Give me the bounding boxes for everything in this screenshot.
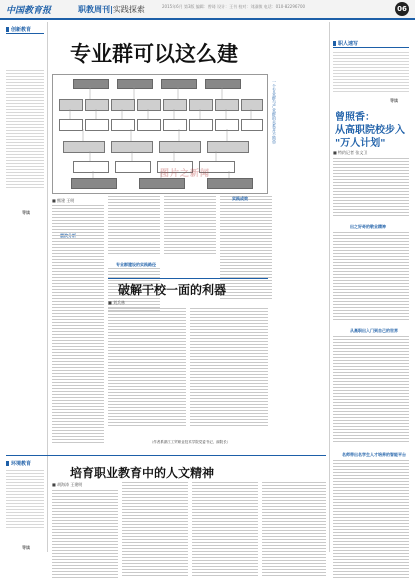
right-body-part-1: [333, 158, 409, 220]
bottom-body-col-1: [52, 490, 118, 580]
newspaper-logo: 中国教育报: [6, 6, 52, 16]
diagram-row4-node-3: [159, 141, 201, 153]
left-column-divider: [47, 22, 48, 552]
diagram-row2-node-7: [215, 99, 239, 111]
diagram-row2-node-8: [241, 99, 263, 111]
lead-subhead-1: 专业群建设的实践路径: [116, 262, 156, 267]
bottom-headline: 培育职业教育中的人文精神: [70, 466, 215, 480]
right-top-intro-text: [333, 52, 409, 96]
bottom-body-col-2: [122, 482, 188, 580]
masthead-bar: [0, 0, 415, 20]
section-separator: |: [110, 5, 113, 14]
lead-body-col-4: [220, 196, 272, 308]
diagram-row3-node-1: [59, 119, 83, 131]
right-bottom-subhead: 名师带出名学生人才培养的智能平台: [342, 452, 406, 457]
section-label: [78, 4, 145, 15]
left-top-tag: 创新教育: [6, 26, 31, 33]
lead-byline: ■ 熊建 王明: [52, 198, 75, 203]
diagram-row3-node-3: [111, 119, 135, 131]
mid-byline: ■ 刘兵林: [108, 300, 126, 305]
lead-headline: 专业群可以这么建: [70, 42, 238, 66]
diagram-top-node-3: [161, 79, 197, 89]
mid-article-top-rule: [108, 278, 268, 279]
right-top-tag: 职人速写: [333, 40, 358, 47]
diagram-row3-node-5: [163, 119, 187, 131]
diagram-row4-node-4: [207, 141, 249, 153]
mid-body-col-2: [190, 308, 268, 436]
diagram-bottom-node-1: [71, 178, 117, 189]
watermark-text: 图片之新闻: [160, 169, 211, 179]
bottom-body-col-4: [262, 482, 326, 580]
right-subhead-1: 出之好奇的敬业精神: [350, 224, 386, 229]
diagram-row4-node-2: [111, 141, 153, 153]
diagram-row3-node-7: [215, 119, 239, 131]
right-column-divider: [329, 22, 330, 552]
diagram-row2-node-1: [59, 99, 83, 111]
left-bottom-text-block: [6, 470, 44, 540]
right-headline-line-3: "万人计划": [335, 138, 386, 149]
diagram-row3-node-6: [189, 119, 213, 131]
diagram-bottom-node-3: [207, 178, 253, 189]
right-headline-line-2: 从高职院校步入: [335, 125, 405, 136]
right-body-part-4: [333, 460, 409, 580]
right-body-part-2: [333, 232, 409, 322]
lead-body-col-2-top: [108, 196, 160, 260]
lead-body-col-3-top: [164, 196, 216, 260]
section-sub: 实践探索: [112, 5, 145, 14]
left-bottom-footer: 导读: [22, 545, 30, 550]
right-subhead-2: 从高职出入门到自己的世界: [350, 328, 398, 333]
diagram-top-node-1: [73, 79, 109, 89]
bottom-byline: ■ 胡海涛 王建明: [52, 482, 83, 487]
left-top-text-block: [6, 70, 44, 200]
diagram-row2-node-6: [189, 99, 213, 111]
diagram-row2-node-4: [137, 99, 161, 111]
diagram-top-node-2: [117, 79, 153, 89]
diagram-row2-node-2: [85, 99, 109, 111]
right-top-footer: 导读: [390, 98, 398, 103]
right-body-part-3: [333, 336, 409, 446]
left-top-footer: 导读: [22, 210, 30, 215]
lead-body-col-1: [52, 205, 104, 460]
section-name: 职教周刊: [78, 5, 110, 14]
bottom-section-rule: [6, 455, 326, 456]
diagram-bottom-node-2: [139, 178, 185, 189]
diagram-row2-node-3: [111, 99, 135, 111]
diagram-top-node-4: [205, 79, 241, 89]
page-number-badge: 06: [395, 2, 409, 16]
right-headline-line-1: 曾照香：: [335, 112, 375, 123]
bottom-body-col-3: [192, 482, 258, 580]
left-bottom-tag: 环境教育: [6, 460, 31, 467]
lead-side-caption: 一个专业群与产业群的关系并不简单: [272, 80, 277, 144]
diagram-row3-node-8: [241, 119, 263, 131]
diagram-row5-node-2: [115, 161, 151, 173]
diagram-row3-node-2: [85, 119, 109, 131]
mid-headline: 破解干校一面的利器: [118, 283, 227, 297]
diagram-row4-node-1: [63, 141, 105, 153]
diagram-row2-node-5: [163, 99, 187, 111]
lead-subhead-3: 实践成效: [232, 196, 248, 201]
mid-footer-note: （作者系浙江工贸职业技术学院党委书记、副院长）: [149, 440, 231, 444]
mid-body-col-1: [108, 308, 186, 436]
diagram-row3-node-4: [137, 119, 161, 131]
right-top-rule: [333, 47, 409, 48]
masthead-meta: 2015年6月 第3版 编辑：曾琦 设计：王书 校对：刘淑敏 电话：010-82296700: [162, 4, 306, 9]
left-top-rule: [6, 33, 44, 34]
right-byline: ■ 特约记者 张文卫: [333, 150, 368, 155]
diagram-row5-node-1: [73, 161, 109, 173]
